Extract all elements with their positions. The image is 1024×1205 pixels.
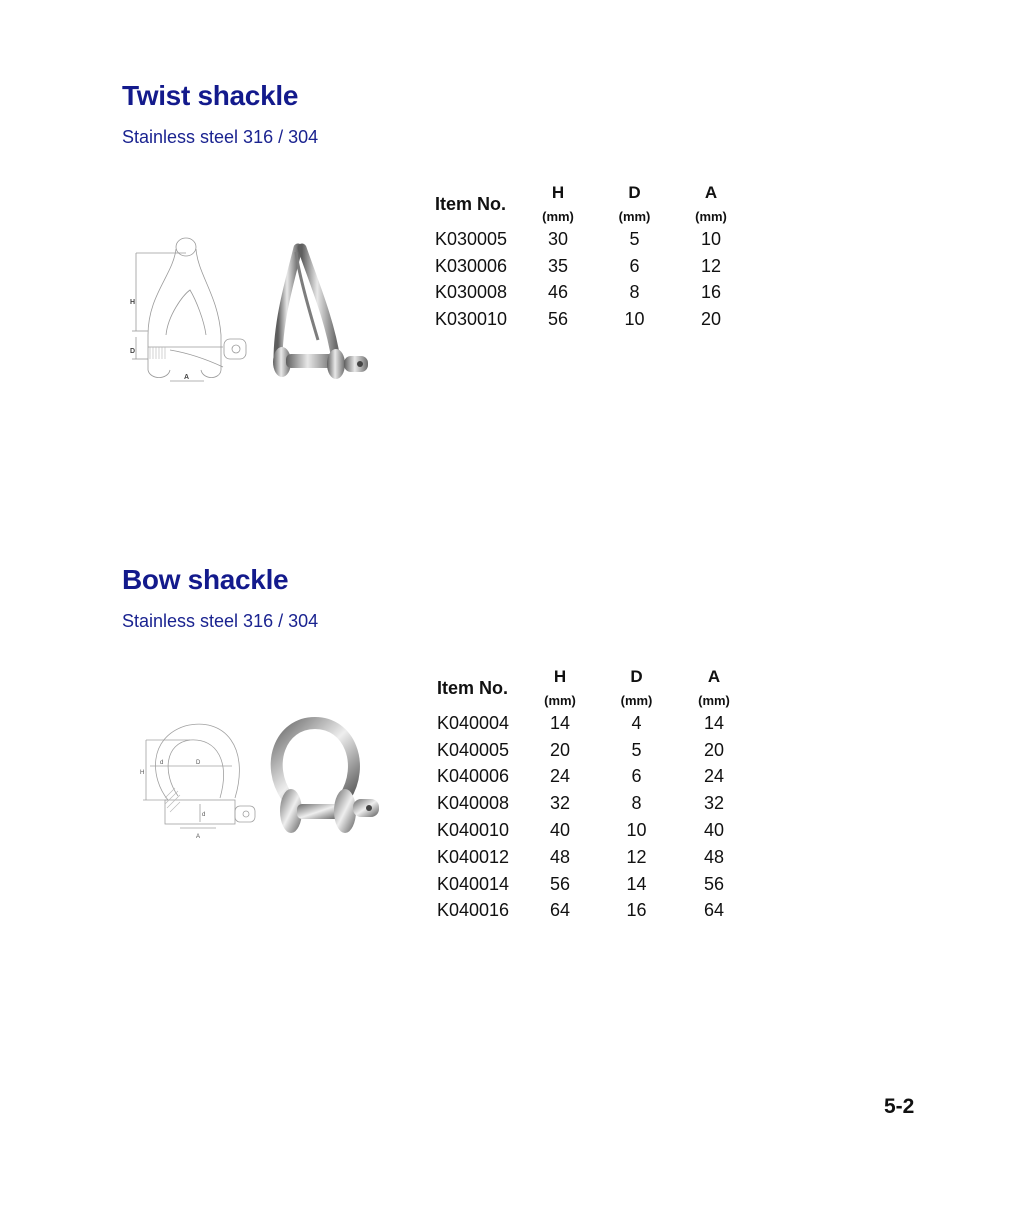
column-header-d: [583, 666, 690, 710]
table-row: [437, 871, 738, 898]
cell-d: 10: [624, 309, 645, 330]
cell-item-no: K030008: [435, 282, 508, 303]
table-row: [437, 844, 738, 871]
cell-a: 14: [703, 712, 725, 733]
cell-h: 56: [547, 309, 569, 330]
dimension-label-h: H: [140, 770, 145, 776]
table-row: [437, 737, 738, 764]
table-row: [437, 790, 738, 817]
column-header-a-label: A: [704, 183, 718, 202]
dimension-label-a: A: [184, 374, 190, 381]
dimension-label-a: A: [196, 834, 201, 840]
cell-d: 16: [626, 900, 647, 921]
bow-shackle-spec-table: [437, 666, 738, 924]
table-row: [437, 764, 738, 791]
dimension-label-d-large: D: [196, 760, 201, 766]
cell-item-no: K030005: [435, 228, 508, 249]
cell-d: 5: [629, 228, 640, 249]
cell-h: 32: [549, 793, 571, 814]
column-header-d-label: D: [630, 667, 643, 686]
cell-a: 12: [700, 255, 722, 276]
cell-d: 8: [631, 793, 642, 814]
cell-h: 35: [547, 255, 569, 276]
column-header-d-label: D: [628, 183, 641, 202]
column-header-a: [690, 666, 738, 710]
cell-a: 16: [700, 282, 722, 303]
table-row: [435, 280, 734, 307]
cell-h: 48: [549, 846, 571, 867]
cell-a: 40: [703, 820, 725, 841]
cell-h: 30: [547, 228, 569, 249]
dimension-label-h: H: [130, 299, 136, 306]
column-header-h-label: H: [551, 183, 565, 202]
cell-d: 14: [626, 873, 647, 894]
cell-item-no: K040004: [437, 712, 510, 733]
cell-a: 56: [703, 873, 725, 894]
column-header-item-no: Item No.: [437, 677, 509, 698]
table-header-row: [435, 182, 734, 226]
cell-h: 14: [549, 712, 571, 733]
column-header-d-unit: (mm): [620, 693, 653, 708]
column-header-a-unit: (mm): [698, 693, 730, 708]
bow-shackle-drawing-icon: [140, 718, 260, 846]
cell-item-no: K040014: [437, 873, 510, 894]
table-row: [437, 898, 738, 925]
cell-d: 6: [631, 766, 642, 787]
cell-h: 20: [549, 739, 571, 760]
table-row: [435, 253, 734, 280]
page-number: 5-2: [884, 1095, 915, 1118]
table-row: [435, 306, 734, 333]
twist-shackle-drawing-icon: [128, 235, 250, 385]
cell-h: 64: [549, 900, 571, 921]
cell-a: 20: [700, 309, 722, 330]
section-subtitle-bow-shackle: Stainless steel 316 / 304: [122, 611, 319, 631]
cell-d: 5: [631, 739, 642, 760]
table-row: [437, 710, 738, 737]
cell-d: 12: [626, 846, 647, 867]
column-header-h: [537, 666, 583, 710]
cell-d: 4: [631, 712, 642, 733]
column-header-d: [581, 182, 688, 226]
cell-a: 10: [700, 228, 722, 249]
cell-item-no: K040006: [437, 766, 510, 787]
cell-h: 24: [549, 766, 571, 787]
column-header-a: [688, 182, 734, 226]
column-header-a-unit: (mm): [695, 209, 727, 224]
dimension-label-d: D: [130, 348, 136, 355]
column-header-h: [535, 182, 581, 226]
cell-a: 24: [703, 766, 725, 787]
cell-item-no: K040010: [437, 820, 510, 841]
bow-shackle-photo-icon: [265, 715, 385, 840]
table-row: [437, 817, 738, 844]
section-title-bow-shackle: Bow shackle: [122, 564, 289, 595]
column-header-d-unit: (mm): [618, 209, 651, 224]
twist-shackle-spec-table: [435, 182, 734, 333]
cell-h: 40: [549, 820, 571, 841]
twist-shackle-photo-icon: [268, 240, 378, 385]
cell-a: 32: [703, 793, 725, 814]
dimension-label-d-small: d: [160, 760, 164, 766]
cell-a: 48: [703, 846, 725, 867]
table-header-row: [437, 666, 738, 710]
cell-item-no: K040012: [437, 846, 510, 867]
cell-item-no: K040016: [437, 900, 510, 921]
cell-d: 10: [626, 820, 647, 841]
column-header-h-unit: (mm): [544, 693, 576, 708]
cell-h: 56: [549, 873, 571, 894]
cell-d: 6: [629, 255, 640, 276]
cell-d: 8: [629, 282, 640, 303]
section-subtitle-twist-shackle: Stainless steel 316 / 304: [122, 127, 319, 147]
cell-item-no: K040008: [437, 793, 510, 814]
dimension-label-d-pin: d: [202, 812, 206, 818]
cell-item-no: K030006: [435, 255, 508, 276]
cell-a: 20: [703, 739, 725, 760]
column-header-a-label: A: [707, 667, 721, 686]
section-title-twist-shackle: Twist shackle: [122, 80, 299, 111]
table-row: [435, 226, 734, 253]
cell-item-no: K030010: [435, 309, 508, 330]
cell-a: 64: [703, 900, 725, 921]
column-header-h-unit: (mm): [542, 209, 574, 224]
cell-h: 46: [547, 282, 569, 303]
cell-item-no: K040005: [437, 739, 510, 760]
column-header-item-no: Item No.: [435, 193, 507, 214]
column-header-h-label: H: [553, 667, 567, 686]
